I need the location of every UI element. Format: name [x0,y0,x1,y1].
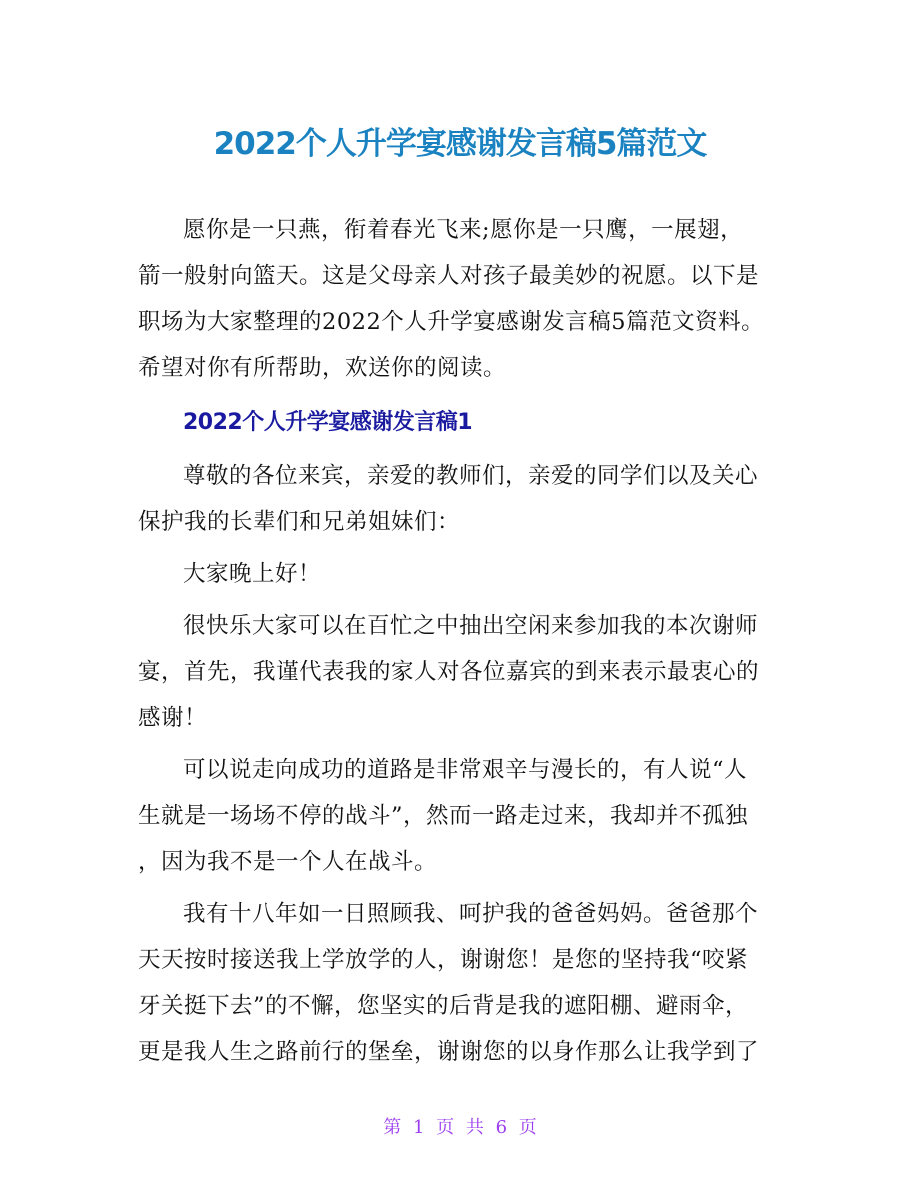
paragraph [138,747,788,885]
text-line: 愿你是一只燕，衔着春光飞来;愿你是一只鹰，一展翅， [183,217,744,243]
text-line: 很快乐大家可以在百忙之中抽出空闲来参加我的本次谢师 [183,613,759,639]
text-line: 宴，首先，我谨代表我的家人对各位嘉宾的到来表示最衷心的 [138,659,760,685]
text-line: 生就是一场场不停的战斗”，然而一路走过来，我却并不孤独 [138,803,749,829]
paragraph [138,891,788,1075]
paragraph [138,603,788,741]
text-line: 尊敬的各位来宾，亲爱的教师们，亲爱的同学们以及关心 [183,463,759,489]
page-number-footer: 第 1 页 共 6 页 [383,1117,537,1138]
text-line: 天天按时接送我上学放学的人，谢谢您！是您的坚持我“咬紧 [138,947,749,973]
text-line: 箭一般射向篮天。这是父母亲人对孩子最美妙的祝愿。以下是 [138,263,760,289]
intro-paragraph [138,207,788,391]
text-line: 更是我人生之路前行的堡垒，谢谢您的以身作那么让我学到了 [138,1039,760,1065]
section-heading: 2022个人升学宴感谢发言稿1 [183,410,473,435]
text-line: 感谢！ [138,705,208,731]
text-line: 大家晚上好！ [183,561,322,587]
document-title: 2022个人升学宴感谢发言稿5篇范文 [213,126,707,162]
document-body [138,207,788,1081]
text-line: 可以说走向成功的道路是非常艰辛与漫长的，有人说“人 [183,757,748,783]
text-line: 保护我的长辈们和兄弟姐妹们： [138,509,461,535]
text-line: 职场为大家整理的2022个人升学宴感谢发言稿5篇范文资料。 [138,309,765,335]
text-line: ，因为我不是一个人在战斗。 [138,849,438,875]
text-line: 牙关挺下去”的不懈，您坚实的后背是我的遮阳棚、避雨伞， [138,993,749,1019]
text-line: 我有十八年如一日照顾我、呵护我的爸爸妈妈。爸爸那个 [183,901,759,927]
text-line: 希望对你有所帮助，欢送你的阅读。 [138,355,507,381]
paragraph [138,551,788,597]
paragraph [138,453,788,545]
